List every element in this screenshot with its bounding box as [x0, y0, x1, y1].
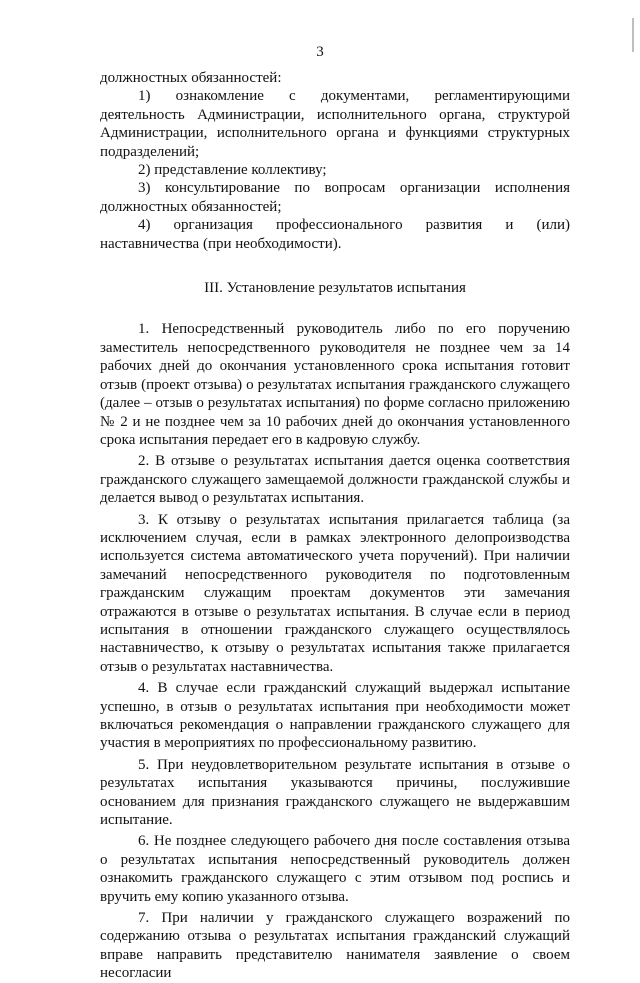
list-item-2: 2) представление коллективу; [138, 162, 327, 179]
list-item-1: 1) ознакомление с документами, регламентирующими деятельность Администрации, исполнительного органа, структурой Администрации, исполнительного органа и функциями структурных подразделений; [100, 88, 570, 160]
list-item-3: 3) консультирование по вопросам организации исполнения должностных обязанностей; [100, 180, 570, 215]
paragraph-7: 7. При наличии у гражданского служащего возражений по содержанию отзыва о результатах испытания гражданский служащий вправе направить представителю нанимателя заявление о своем несогласии [100, 910, 570, 982]
paragraph-1: 1. Непосредственный руководитель либо по его поручению заместитель непосредственного руководителя не позднее чем за 14 рабочих дней до окончания установленного срока испытания готовит отзыв (проект отзыва) о результатах испытания гражданского служащего (далее – отзыв о результатах испытания) по форме согласно приложению № 2 и не позднее чем за 10 рабочих дней до окончания установленного срока испытания передает его в кадровую службу. [100, 321, 570, 448]
document-body [100, 69, 570, 983]
paragraph-2: 2. В отзыве о результатах испытания дается оценка соответствия гражданского служащего замещаемой должности гражданской службы и делается вывод о результатах испытания. [100, 453, 570, 507]
list-item-4: 4) организация профессионального развития и (или) наставничества (при необходимости). [100, 217, 570, 252]
paragraph-6: 6. Не позднее следующего рабочего дня после составления отзыва о результатах испытания непосредственный руководитель должен ознакомить гражданского служащего с этим отзывом под роспись и вручить ему копию указанного отзыва. [100, 833, 570, 905]
page-number: 3 [316, 44, 324, 60]
paragraph-3: 3. К отзыву о результатах испытания прилагается таблица (за исключением случая, если в рамках электронного делопроизводства используется система автоматического учета поручений). При наличии замечаний непосредственного руководителя по подготовленным гражданским служащим проектам документов эти замечания отражаются в отзыве о результатах испытания. В случае если в период испытания в отношении гражданского служащего осуществлялось наставничество, к отзыву о результатах испытания также прилагается отзыв о результатах наставничества. [100, 511, 570, 675]
lead-line: должностных обязанностей: [100, 70, 282, 86]
paragraph-5: 5. При неудовлетворительном результате испытания в отзыве о результатах испытания указываются причины, послужившие основанием для признания гражданского служащего не выдержавшим испытание. [100, 756, 570, 829]
paragraph-4: 4. В случае если гражданский служащий выдержал испытание успешно, в отзыв о результатах испытания при необходимости может включаться рекомендация о направлении гражданского служащего для участия в мероприятиях по профессиональному развитию. [100, 680, 570, 752]
section-heading: III. Установление результатов испытания [204, 280, 466, 297]
